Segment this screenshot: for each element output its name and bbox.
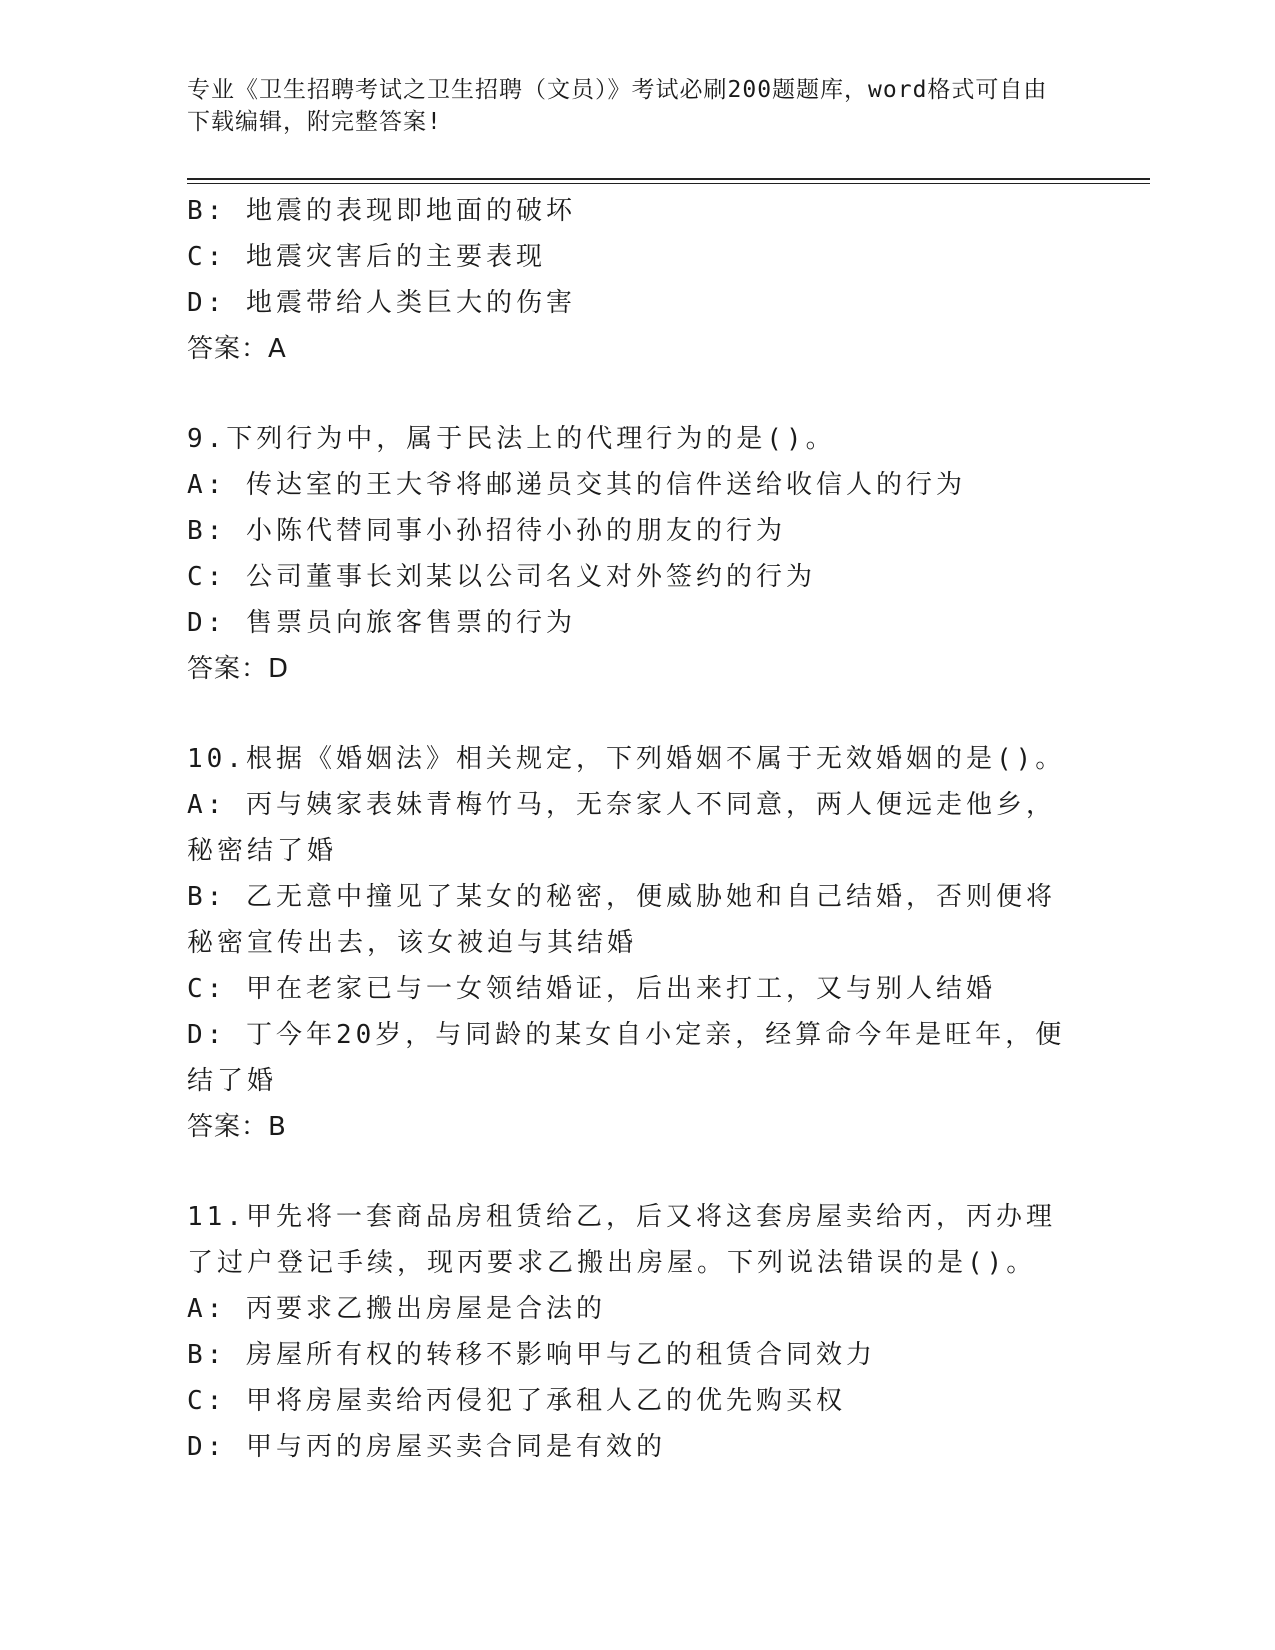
q11-stem: 11.甲先将一套商品房租赁给乙，后又将这套房屋卖给丙，丙办理了过户登记手续，现丙要求乙搬出房屋。下列说法错误的是()。 — [187, 1202, 1056, 1278]
q10-answer: 答案：B — [187, 1112, 287, 1142]
q9-option-a: A: 传达室的王大爷将邮递员交其的信件送给收信人的行为 — [187, 470, 966, 500]
spacer — [187, 692, 1067, 736]
q10-option-a: A: 丙与姨家表妹青梅竹马，无奈家人不同意，两人便远走他乡，秘密结了婚 — [187, 790, 1056, 866]
q8-answer: 答案：A — [187, 334, 287, 364]
q10-option-c: C: 甲在老家已与一女领结婚证，后出来打工，又与别人结婚 — [187, 974, 996, 1004]
q8-option-b: B: 地震的表现即地面的破坏 — [187, 196, 576, 226]
header-divider-thick — [187, 178, 1150, 180]
q11-option-c: C: 甲将房屋卖给丙侵犯了承租人乙的优先购买权 — [187, 1386, 846, 1416]
q10-option-d: D: 丁今年20岁，与同龄的某女自小定亲，经算命今年是旺年，便结了婚 — [187, 1020, 1066, 1096]
q9-option-b: B: 小陈代替同事小孙招待小孙的朋友的行为 — [187, 516, 786, 546]
header-divider-thin — [187, 183, 1150, 184]
q9-option-c: C: 公司董事长刘某以公司名义对外签约的行为 — [187, 562, 816, 592]
q9-answer: 答案：D — [187, 654, 290, 684]
q8-option-d: D: 地震带给人类巨大的伤害 — [187, 288, 576, 318]
document-header: 专业《卫生招聘考试之卫生招聘（文员）》考试必刷200题题库，word格式可自由下载编辑，附完整答案! — [187, 77, 1048, 135]
spacer — [187, 1150, 1067, 1194]
q8-option-c: C: 地震灾害后的主要表现 — [187, 242, 546, 272]
q11-option-b: B: 房屋所有权的转移不影响甲与乙的租赁合同效力 — [187, 1340, 876, 1370]
q11-option-d: D: 甲与丙的房屋买卖合同是有效的 — [187, 1432, 666, 1462]
question-list — [187, 188, 1067, 1470]
q10-stem: 10.根据《婚姻法》相关规定，下列婚姻不属于无效婚姻的是()。 — [187, 744, 1066, 774]
q9-option-d: D: 售票员向旅客售票的行为 — [187, 608, 576, 638]
q9-stem: 9.下列行为中，属于民法上的代理行为的是()。 — [187, 424, 836, 454]
spacer — [187, 372, 1067, 416]
q10-option-b: B: 乙无意中撞见了某女的秘密，便威胁她和自己结婚，否则便将秘密宣传出去，该女被迫与其结婚 — [187, 882, 1056, 958]
q11-option-a: A: 丙要求乙搬出房屋是合法的 — [187, 1294, 606, 1324]
